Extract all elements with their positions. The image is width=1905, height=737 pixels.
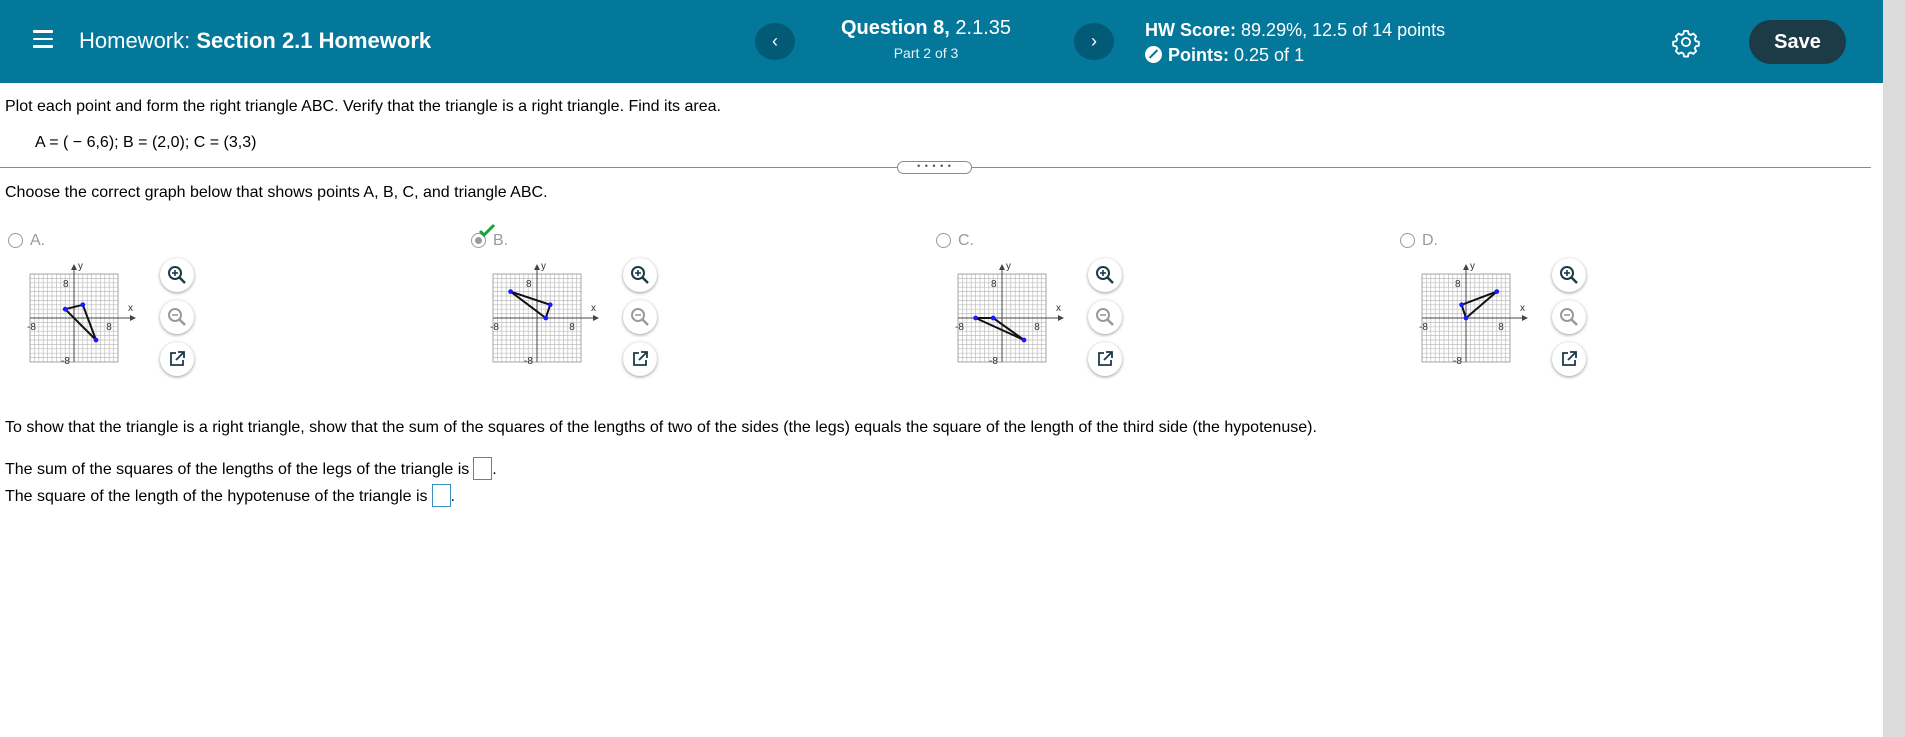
hypotenuse-answer-input[interactable] bbox=[432, 484, 451, 507]
y-tick-label: -8 bbox=[61, 356, 70, 367]
option-c-radio[interactable] bbox=[936, 233, 951, 248]
triangle-vertex bbox=[508, 289, 513, 294]
y-tick-label: -8 bbox=[524, 356, 533, 367]
question-number: 2.1.35 bbox=[955, 17, 1012, 39]
zoom-out-button[interactable] bbox=[623, 300, 657, 334]
y-axis-arrow bbox=[999, 264, 1005, 270]
x-axis-arrow bbox=[130, 315, 136, 321]
external-link-icon bbox=[630, 349, 650, 369]
option-d-radio[interactable] bbox=[1400, 233, 1415, 248]
triangle-vertex bbox=[991, 316, 996, 321]
x-axis-label: x bbox=[1520, 303, 1525, 314]
external-link-icon bbox=[1095, 349, 1115, 369]
zoom-out-icon bbox=[630, 307, 650, 327]
hw-score-label: HW Score: bbox=[1145, 20, 1237, 40]
zoom-in-button[interactable] bbox=[1088, 258, 1122, 292]
option-a[interactable] bbox=[8, 230, 408, 380]
option-b-graph bbox=[491, 258, 613, 370]
previous-question-button[interactable]: ‹ bbox=[755, 23, 795, 60]
y-axis-arrow bbox=[1463, 264, 1469, 270]
triangle-vertex bbox=[1464, 316, 1469, 321]
hw-score-value: 89.29%, 12.5 of 14 points bbox=[1241, 20, 1446, 40]
option-c-graph bbox=[956, 258, 1078, 370]
x-axis-label: x bbox=[1056, 303, 1061, 314]
y-tick-label: -8 bbox=[989, 356, 998, 367]
zoom-out-button[interactable] bbox=[160, 300, 194, 334]
y-axis-label: y bbox=[1470, 261, 1475, 272]
x-tick-label: 8 bbox=[106, 322, 112, 333]
next-question-button[interactable]: › bbox=[1074, 23, 1114, 60]
zoom-out-icon bbox=[167, 307, 187, 327]
explanation-text: To show that the triangle is a right triangle, show that the sum of the squares of the lengths of two of the sides (the legs) equals the square of the length of the third side (the hypotenuse). bbox=[5, 419, 1317, 436]
question-info bbox=[826, 17, 1026, 61]
y-axis-label: y bbox=[1006, 261, 1011, 272]
x-tick-label: 8 bbox=[1034, 322, 1040, 333]
triangle-vertex bbox=[1022, 338, 1027, 343]
zoom-out-button[interactable] bbox=[1088, 300, 1122, 334]
problem-instruction: Plot each point and form the right triangle ABC. Verify that the triangle is a right triangle. Find its area. bbox=[5, 98, 721, 115]
x-tick-label: -8 bbox=[27, 322, 36, 333]
option-b[interactable] bbox=[471, 230, 871, 380]
score-panel bbox=[1145, 18, 1445, 68]
triangle-vertex bbox=[543, 316, 548, 321]
x-axis-label: x bbox=[591, 303, 596, 314]
option-b-label: B. bbox=[493, 232, 509, 249]
triangle bbox=[976, 318, 1024, 340]
popout-button[interactable] bbox=[1552, 342, 1586, 376]
zoom-out-button[interactable] bbox=[1552, 300, 1586, 334]
zoom-out-icon bbox=[1095, 307, 1115, 327]
triangle-vertex bbox=[548, 302, 553, 307]
y-tick-label: 8 bbox=[526, 278, 532, 290]
legs-answer-row: The sum of the squares of the lengths of the legs of the triangle is . bbox=[5, 457, 497, 480]
zoom-in-icon bbox=[1559, 265, 1579, 285]
triangle-vertex bbox=[80, 302, 85, 307]
choose-prompt: Choose the correct graph below that shows points A, B, C, and triangle ABC. bbox=[5, 184, 548, 201]
hamburger-menu-icon[interactable] bbox=[33, 30, 53, 48]
y-axis-label: y bbox=[78, 261, 83, 272]
y-tick-label: 8 bbox=[1455, 278, 1461, 290]
x-tick-label: -8 bbox=[1419, 322, 1428, 333]
problem-points: A = ( − 6,6); B = (2,0); C = (3,3) bbox=[35, 134, 257, 151]
legs-answer-label: The sum of the squares of the lengths of the legs of the triangle is bbox=[5, 461, 470, 478]
y-axis-arrow bbox=[534, 264, 540, 270]
external-link-icon bbox=[167, 349, 187, 369]
zoom-in-icon bbox=[167, 265, 187, 285]
option-a-radio[interactable] bbox=[8, 233, 23, 248]
option-a-graph bbox=[28, 258, 150, 370]
external-link-icon bbox=[1559, 349, 1579, 369]
triangle-vertex bbox=[94, 338, 99, 343]
x-axis-label: x bbox=[128, 303, 133, 314]
homework-prefix: Homework: bbox=[79, 28, 191, 53]
y-tick-label: 8 bbox=[63, 278, 69, 290]
y-axis-arrow bbox=[71, 264, 77, 270]
x-axis-arrow bbox=[1058, 315, 1064, 321]
points-icon bbox=[1145, 46, 1162, 63]
zoom-in-icon bbox=[630, 265, 650, 285]
zoom-in-icon bbox=[1095, 265, 1115, 285]
triangle-vertex bbox=[1459, 302, 1464, 307]
x-axis-arrow bbox=[1522, 315, 1528, 321]
zoom-in-button[interactable] bbox=[1552, 258, 1586, 292]
top-bar bbox=[0, 0, 1883, 83]
save-button[interactable]: Save bbox=[1749, 20, 1846, 64]
zoom-in-button[interactable] bbox=[623, 258, 657, 292]
hypotenuse-answer-label: The square of the length of the hypotenuse of the triangle is bbox=[5, 488, 428, 505]
question-part: Part 2 of 3 bbox=[893, 45, 959, 61]
option-d[interactable] bbox=[1400, 230, 1800, 380]
page-scrollbar[interactable] bbox=[1883, 0, 1905, 737]
triangle-vertex bbox=[973, 316, 978, 321]
hypotenuse-answer-row: The square of the length of the hypotenuse of the triangle is . bbox=[5, 484, 455, 507]
option-d-label: D. bbox=[1422, 232, 1438, 249]
points-label: Points: bbox=[1168, 45, 1229, 65]
homework-name: Section 2.1 Homework bbox=[196, 28, 432, 53]
gear-icon[interactable] bbox=[1672, 28, 1700, 56]
popout-button[interactable] bbox=[160, 342, 194, 376]
option-c-label: C. bbox=[958, 232, 974, 249]
homework-title bbox=[79, 28, 431, 54]
zoom-out-icon bbox=[1559, 307, 1579, 327]
divider-drag-handle[interactable]: • • • • • bbox=[897, 161, 972, 174]
x-tick-label: -8 bbox=[955, 322, 964, 333]
x-tick-label: 8 bbox=[569, 322, 575, 333]
question-label: Question 8, bbox=[840, 17, 950, 39]
y-tick-label: 8 bbox=[991, 278, 997, 290]
y-axis-label: y bbox=[541, 261, 546, 272]
popout-button[interactable] bbox=[1088, 342, 1122, 376]
popout-button[interactable] bbox=[623, 342, 657, 376]
x-axis-arrow bbox=[593, 315, 599, 321]
y-tick-label: -8 bbox=[1453, 356, 1462, 367]
legs-answer-input[interactable] bbox=[473, 457, 492, 480]
option-c[interactable] bbox=[936, 230, 1336, 380]
option-a-label: A. bbox=[30, 232, 46, 249]
x-tick-label: 8 bbox=[1498, 322, 1504, 333]
option-d-graph bbox=[1420, 258, 1542, 370]
points-value: 0.25 of 1 bbox=[1234, 45, 1305, 65]
triangle-vertex bbox=[63, 307, 68, 312]
triangle-vertex bbox=[1494, 289, 1499, 294]
zoom-in-button[interactable] bbox=[160, 258, 194, 292]
x-tick-label: -8 bbox=[490, 322, 499, 333]
